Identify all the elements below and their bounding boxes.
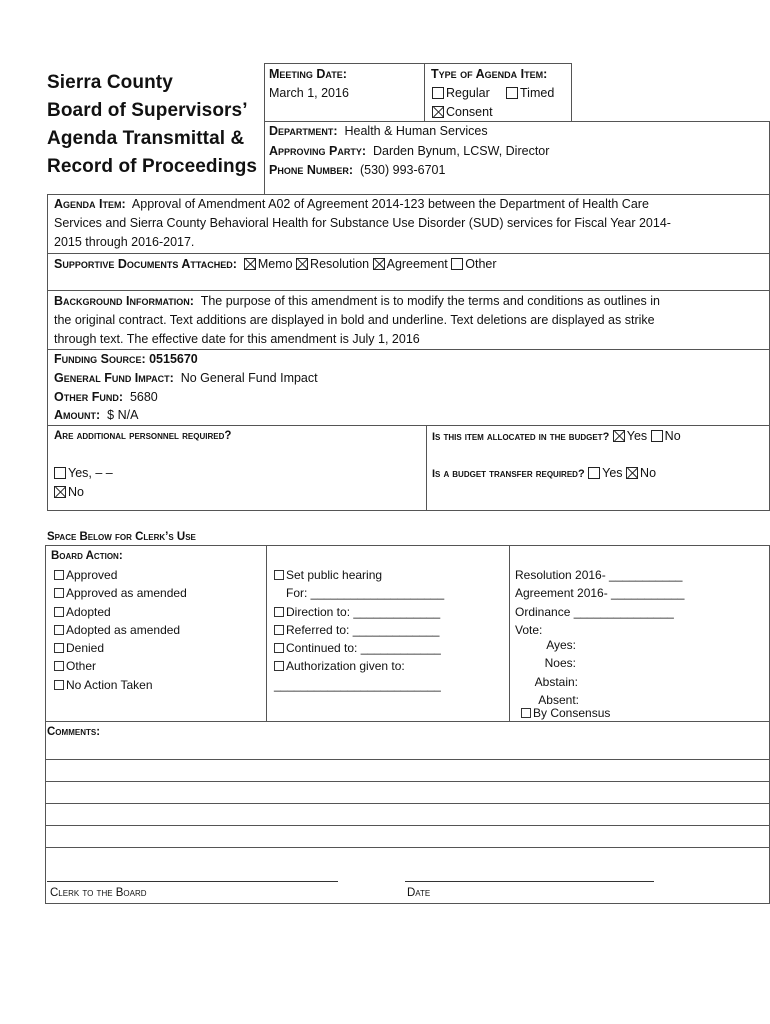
authorization-line[interactable]: _________________________ xyxy=(274,677,441,692)
comment-line[interactable] xyxy=(45,781,769,782)
title-line: Sierra County xyxy=(47,72,173,93)
allocated-yes-checkbox[interactable] xyxy=(613,430,625,442)
date-signature-line[interactable] xyxy=(405,881,654,882)
checkbox-icon[interactable] xyxy=(274,643,284,653)
hearing-option[interactable]: For: ____________________ xyxy=(286,586,445,601)
agreement-option[interactable]: Agreement xyxy=(373,257,448,271)
agenda-item xyxy=(54,195,766,252)
personnel-yes-checkbox[interactable] xyxy=(54,467,66,479)
checkbox-icon[interactable] xyxy=(54,570,64,580)
agenda-item-line: Services and Sierra County Behavioral Health for Substance Use Disorder (SUD) services for Fiscal Year 2014- xyxy=(54,216,671,230)
agenda-type-timed[interactable]: Timed xyxy=(506,84,554,103)
checkbox-icon[interactable] xyxy=(54,680,64,690)
budget-allocated-row xyxy=(432,427,681,447)
department-row xyxy=(269,122,488,141)
timed-checkbox[interactable] xyxy=(506,87,518,99)
allocated-no-checkbox[interactable] xyxy=(651,430,663,442)
checkbox-icon[interactable] xyxy=(54,588,64,598)
clerk-section-label: Space Below for Clerk’s Use xyxy=(47,531,196,543)
divider xyxy=(45,721,770,722)
meeting-date-label: Meeting Date: xyxy=(269,67,347,81)
department-value[interactable]: Health & Human Services xyxy=(344,124,488,138)
general-fund-value[interactable]: No General Fund Impact xyxy=(180,371,318,385)
personnel-no-checkbox[interactable] xyxy=(54,486,66,498)
vote-counts xyxy=(515,636,583,709)
agreement-checkbox[interactable] xyxy=(373,258,385,270)
title-line: Board of Supervisors’ xyxy=(47,100,248,121)
vote-label: Vote: xyxy=(515,622,543,637)
agreement-number[interactable]: Agreement 2016- ___________ xyxy=(515,586,685,601)
comment-line[interactable] xyxy=(45,825,769,826)
document-title xyxy=(47,69,257,181)
board-action-option[interactable]: Other xyxy=(54,657,187,675)
transfer-yes[interactable]: Yes xyxy=(588,466,622,480)
general-fund-label: General Fund Impact: xyxy=(54,371,174,385)
checkbox-icon[interactable] xyxy=(54,607,64,617)
hearing-options xyxy=(274,566,444,694)
agenda-type-regular[interactable]: Regular xyxy=(432,84,490,103)
clerk-signature-line[interactable] xyxy=(47,881,338,882)
approving-value[interactable]: Darden Bynum, LCSW, Director xyxy=(372,144,550,158)
allocated-yes[interactable]: Yes xyxy=(613,429,647,443)
approving-row xyxy=(269,142,549,161)
transfer-yes-checkbox[interactable] xyxy=(588,467,600,479)
consent-checkbox[interactable] xyxy=(432,106,444,118)
agenda-type-label: Type of Agenda Item: xyxy=(431,67,548,81)
divider xyxy=(47,290,770,291)
board-action-label: Board Action: xyxy=(51,550,123,562)
agenda-type-consent[interactable]: Consent xyxy=(432,103,493,122)
funding-source-label: Funding Source: xyxy=(54,352,146,366)
vote-abstain[interactable]: Abstain: xyxy=(534,674,578,689)
checkbox-icon[interactable] xyxy=(274,570,284,580)
other-fund-row xyxy=(54,388,158,407)
budget-transfer-row xyxy=(432,464,656,484)
comment-line[interactable] xyxy=(45,759,769,760)
hearing-option[interactable]: Set public hearing xyxy=(274,566,444,584)
meeting-date-value[interactable]: March 1, 2016 xyxy=(269,86,349,100)
other-fund-value[interactable]: 5680 xyxy=(129,390,158,404)
funding-source-row xyxy=(54,350,198,369)
amount-label: Amount: xyxy=(54,408,101,422)
transfer-no[interactable]: No xyxy=(626,466,656,480)
supportive-documents xyxy=(54,255,497,274)
divider xyxy=(47,253,770,254)
regular-checkbox[interactable] xyxy=(432,87,444,99)
background-line: The purpose of this amendment is to modify the terms and conditions as outlines in xyxy=(200,294,660,308)
hearing-option[interactable]: Continued to: ____________ xyxy=(274,639,444,657)
agenda-item-line: Approval of Amendment A02 of Agreement 2014-123 between the Department of Health Care xyxy=(131,197,649,211)
other-fund-label: Other Fund: xyxy=(54,390,123,404)
board-action-option[interactable]: Adopted as amended xyxy=(54,621,187,639)
comment-line[interactable] xyxy=(45,803,769,804)
other-checkbox[interactable] xyxy=(451,258,463,270)
board-action-option[interactable]: Approved as amended xyxy=(54,584,187,602)
agenda-item-line: 2015 through 2016-2017. xyxy=(54,235,195,249)
background-information xyxy=(54,292,766,349)
by-consensus-option[interactable]: By Consensus xyxy=(521,704,610,722)
hearing-option[interactable]: Referred to: _____________ xyxy=(274,621,444,639)
allocated-no[interactable]: No xyxy=(651,429,681,443)
resolution-option[interactable]: Resolution xyxy=(296,257,369,271)
phone-row xyxy=(269,161,445,180)
resolution-checkbox[interactable] xyxy=(296,258,308,270)
checkbox-icon[interactable] xyxy=(54,661,64,671)
background-line: the original contract. Text additions are displayed in bold and underline. Text deletions are displayed as strike xyxy=(54,313,655,327)
amount-row xyxy=(54,406,138,425)
supportive-label: Supportive Documents Attached: xyxy=(54,257,237,271)
department-label: Department: xyxy=(269,124,338,138)
general-fund-row xyxy=(54,369,318,388)
board-action-list xyxy=(54,566,187,694)
title-line: Record of Proceedings xyxy=(47,156,258,177)
divider xyxy=(266,545,267,722)
checkbox-icon[interactable] xyxy=(274,607,284,617)
memo-checkbox[interactable] xyxy=(244,258,256,270)
budget-transfer-question: Is a budget transfer required? xyxy=(432,468,585,480)
comments-label: Comments: xyxy=(47,726,101,738)
personnel-no[interactable]: No xyxy=(54,483,84,502)
transfer-no-checkbox[interactable] xyxy=(626,467,638,479)
title-line: Agenda Transmittal & xyxy=(47,128,245,149)
divider xyxy=(509,545,510,722)
resolution-number[interactable]: Resolution 2016- ___________ xyxy=(515,568,683,582)
resolution-fields xyxy=(515,566,684,639)
vote-ayes[interactable]: Ayes: xyxy=(546,638,576,652)
divider xyxy=(426,425,427,511)
checkbox-icon[interactable] xyxy=(521,708,531,718)
phone-label: Phone Number: xyxy=(269,163,354,177)
other-option[interactable]: Other xyxy=(451,257,496,271)
funding-source-value[interactable]: 0515670 xyxy=(149,352,198,366)
personnel-yes[interactable]: Yes, – – xyxy=(54,464,113,483)
board-action-option[interactable]: Approved xyxy=(54,566,187,584)
personnel-question: Are additional personnel required? xyxy=(54,430,232,442)
memo-option[interactable]: Memo xyxy=(244,257,293,271)
checkbox-icon[interactable] xyxy=(274,661,284,671)
background-line: through text. The effective date for this amendment is July 1, 2016 xyxy=(54,332,420,346)
ordinance-number[interactable]: Ordinance _______________ xyxy=(515,604,674,619)
date-label: Date xyxy=(407,887,431,899)
divider xyxy=(47,425,770,426)
comment-line[interactable] xyxy=(45,847,769,848)
board-action-option[interactable]: Denied xyxy=(54,639,187,657)
hearing-option[interactable]: Authorization given to: xyxy=(274,657,444,675)
board-action-option[interactable]: No Action Taken xyxy=(54,676,187,694)
checkbox-icon[interactable] xyxy=(274,625,284,635)
approving-label: Approving Party: xyxy=(269,144,367,158)
budget-allocated-question: Is this item allocated in the budget? xyxy=(432,431,610,443)
agenda-item-label: Agenda Item: xyxy=(54,197,126,211)
checkbox-icon[interactable] xyxy=(54,625,64,635)
hearing-option[interactable]: Direction to: _____________ xyxy=(274,603,444,621)
background-label: Background Information: xyxy=(54,294,194,308)
board-action-option[interactable]: Adopted xyxy=(54,603,187,621)
amount-value[interactable]: $ N/A xyxy=(107,408,139,422)
checkbox-icon[interactable] xyxy=(54,643,64,653)
clerk-to-board-label: Clerk to the Board xyxy=(50,887,147,899)
vote-noes[interactable]: Noes: xyxy=(544,656,576,671)
vote-absent[interactable]: Absent: xyxy=(538,692,579,707)
phone-value[interactable]: (530) 993-6701 xyxy=(359,163,446,177)
